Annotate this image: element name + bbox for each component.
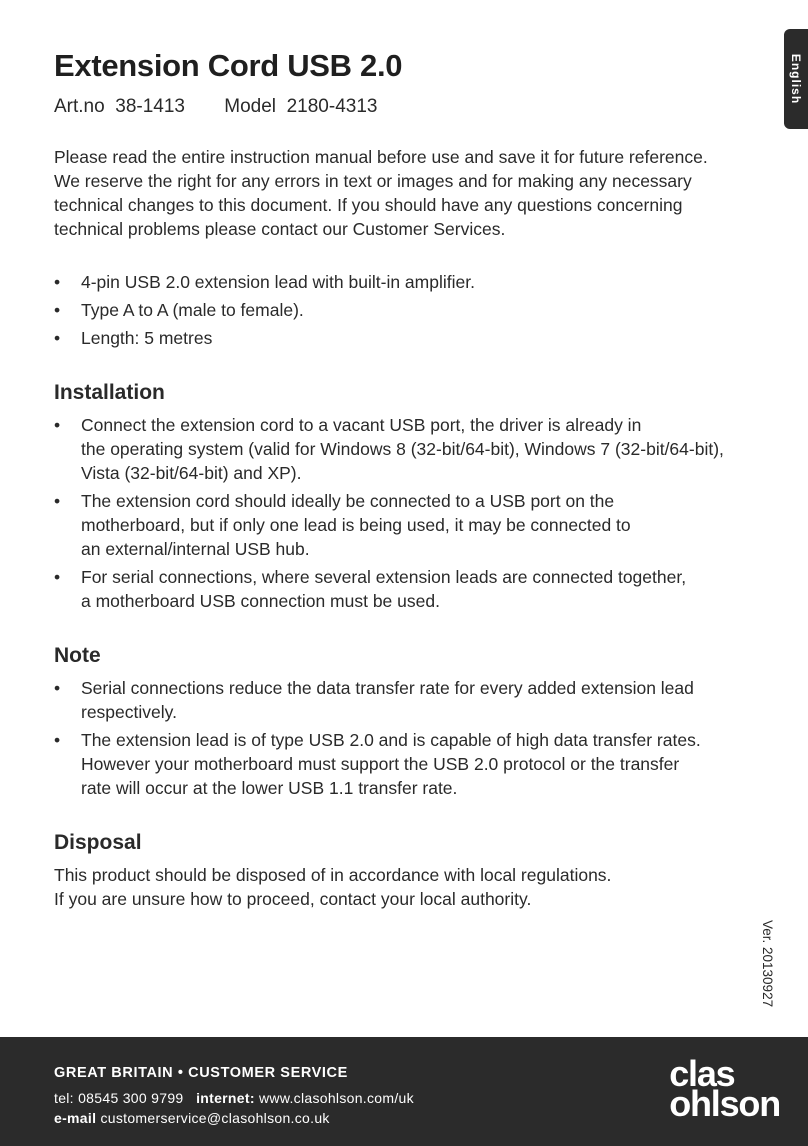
bullet: • bbox=[54, 300, 61, 320]
note-heading: Note bbox=[54, 644, 101, 667]
website-link[interactable]: www.clasohlson.com/uk bbox=[259, 1090, 414, 1106]
model-value: 2180-4313 bbox=[286, 96, 378, 117]
model-label: Model bbox=[224, 96, 277, 117]
internet-label: internet: bbox=[196, 1090, 255, 1106]
feature-list bbox=[54, 270, 754, 350]
page-title: Extension Cord USB 2.0 bbox=[54, 48, 403, 83]
bullet: • bbox=[54, 678, 61, 698]
disposal-heading: Disposal bbox=[54, 831, 142, 854]
bullet: • bbox=[54, 491, 61, 511]
disposal-line: This product should be disposed of in accordance with local regulations. bbox=[54, 865, 612, 885]
article-info bbox=[54, 94, 754, 120]
list-item: • Length: 5 metres bbox=[54, 328, 213, 348]
bullet: • bbox=[54, 730, 61, 750]
list-item: • The extension lead is of type USB 2.0 and is capable of high data transfer rates. However your motherboard must support the USB 2.0 protocol or the transfer rate will occur at the lower USB 1.1 transfer rate. bbox=[54, 730, 701, 798]
language-tab bbox=[784, 29, 808, 129]
list-item: • For serial connections, where several extension leads are connected together, a motherboard USB connection must be used. bbox=[54, 567, 687, 611]
email-link[interactable]: customerservice@clasohlson.co.uk bbox=[100, 1110, 330, 1126]
footer bbox=[0, 1037, 808, 1146]
list-item: • Serial connections reduce the data transfer rate for every added extension lead respectively. bbox=[54, 678, 694, 722]
intro-line: technical changes to this document. If you should have any questions concerning bbox=[54, 195, 683, 215]
email-line bbox=[54, 1110, 330, 1126]
language-label: English bbox=[789, 53, 803, 105]
installation-heading: Installation bbox=[54, 381, 165, 404]
bullet: • bbox=[54, 328, 61, 348]
intro-line: technical problems please contact our Customer Services. bbox=[54, 219, 506, 239]
installation-list bbox=[54, 413, 754, 613]
art-no-value: 38-1413 bbox=[115, 96, 185, 117]
list-item: • Type A to A (male to female). bbox=[54, 300, 304, 320]
intro-line: Please read the entire instruction manual before use and save it for future reference. bbox=[54, 147, 708, 167]
bullet: • bbox=[54, 272, 61, 292]
intro-paragraph bbox=[54, 145, 754, 241]
logo-line: ohlson bbox=[669, 1083, 780, 1124]
note-section bbox=[54, 642, 754, 800]
disposal-line: If you are unsure how to proceed, contact your local authority. bbox=[54, 889, 532, 909]
logo-line: clas bbox=[669, 1053, 735, 1094]
list-item: • Connect the extension cord to a vacant USB port, the driver is already in the operating system (valid for Windows 8 (32-bit/64-bit), Windows 7 (32-bit/64-bit), Vista (32-bit/64-bit) and XP). bbox=[54, 415, 724, 483]
list-item: • 4-pin USB 2.0 extension lead with built-in amplifier. bbox=[54, 272, 475, 292]
installation-section bbox=[54, 379, 754, 613]
clas-ohlson-logo bbox=[669, 1053, 780, 1124]
manual-content bbox=[54, 46, 754, 911]
note-list bbox=[54, 676, 754, 800]
art-no-label: Art.no bbox=[54, 96, 105, 117]
email-label: e-mail bbox=[54, 1110, 97, 1126]
list-item: • The extension cord should ideally be connected to a USB port on the motherboard, but if only one lead is being used, it may be connected to an external/internal USB hub. bbox=[54, 491, 631, 559]
tel-value: 08545 300 9799 bbox=[78, 1090, 184, 1106]
bullet: • bbox=[54, 567, 61, 587]
bullet: • bbox=[54, 415, 61, 435]
contact-line bbox=[54, 1090, 414, 1106]
intro-line: We reserve the right for any errors in text or images and for making any necessary bbox=[54, 171, 692, 191]
tel-label: tel: bbox=[54, 1090, 74, 1106]
disposal-section bbox=[54, 829, 754, 911]
customer-service-heading: GREAT BRITAIN • CUSTOMER SERVICE bbox=[54, 1065, 348, 1081]
version-label: Ver. 20130927 bbox=[760, 920, 775, 1008]
